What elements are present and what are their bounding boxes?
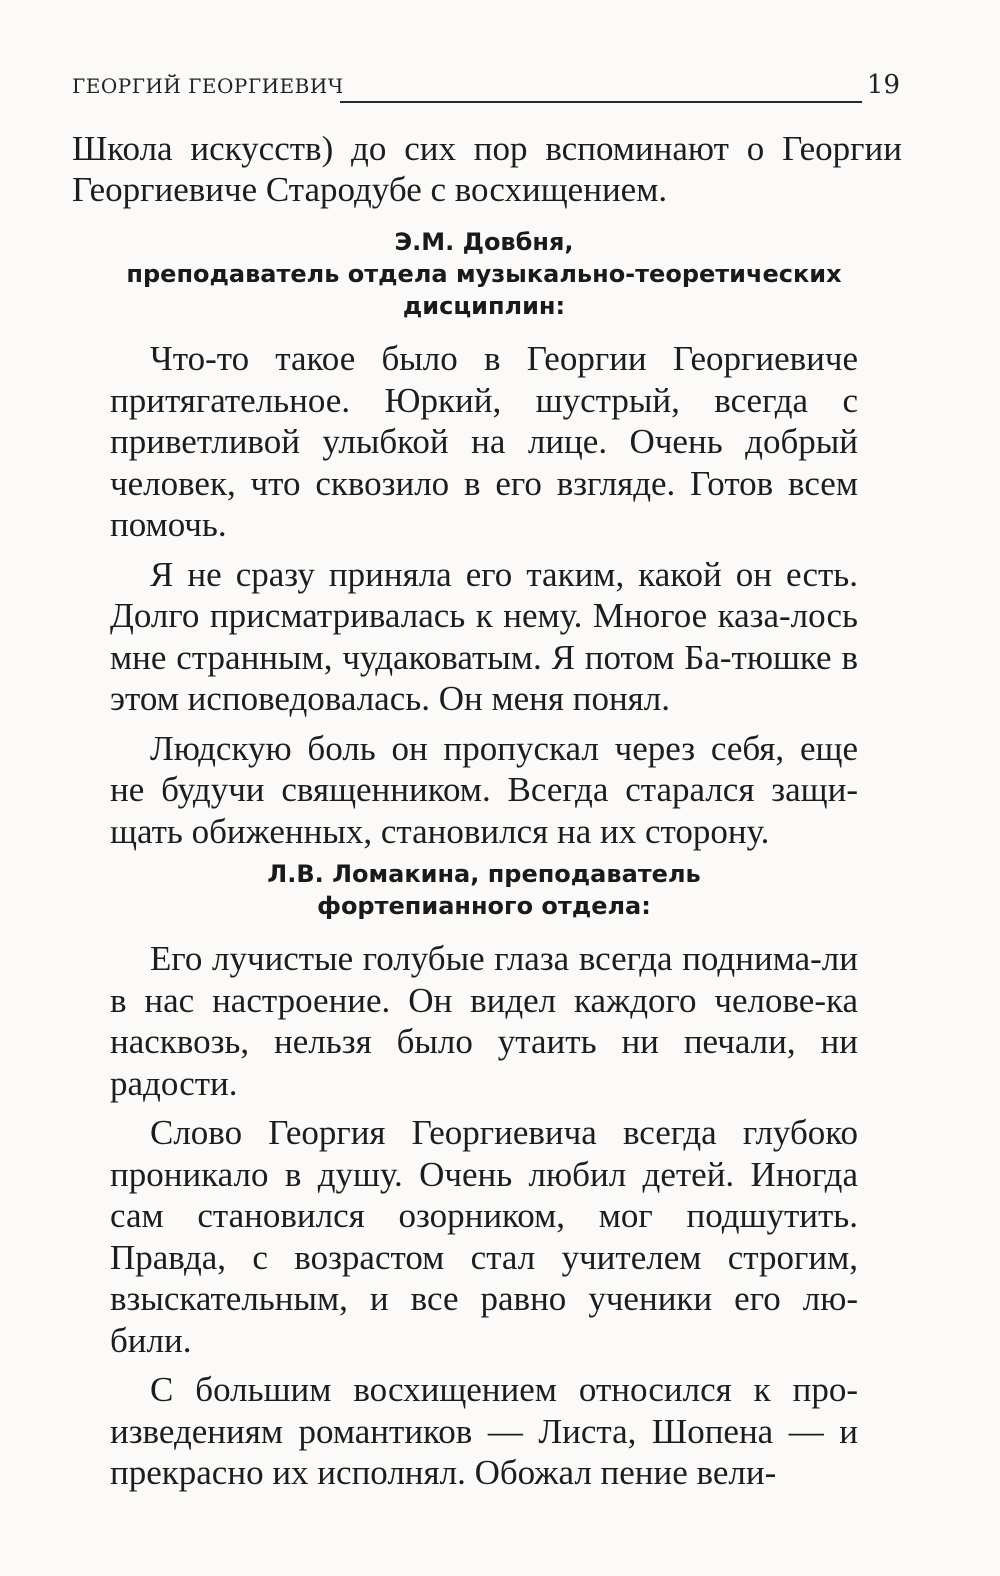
page-number: 19 <box>866 70 900 100</box>
attribution-line-1: Л.В. Ломакина, преподаватель <box>267 860 701 888</box>
intro-paragraph <box>72 128 902 210</box>
quote-paragraph: С большим восхищением относился к про-изведениям романтиков — Листа, Шопена — и прекрасно их исполнял. Обожал пение вели- <box>110 1370 858 1492</box>
attribution-name: Э.М. Довбня, <box>394 228 574 256</box>
quote-dovbnya <box>110 338 858 860</box>
header-rule <box>340 101 862 103</box>
attribution-lomakina <box>110 858 858 922</box>
running-title: ГЕОРГИЙ ГЕОРГИЕВИЧ <box>72 74 344 98</box>
attribution-role-line-2: дисциплин: <box>402 292 566 320</box>
quote-paragraph: Я не сразу приняла его таким, какой он есть. Долго присматривалась к нему. Многое каза-лось мне странным, чудаковатым. Я потом Ба-тюшке в этом исповедовалась. Он меня понял. <box>110 554 858 718</box>
attribution-line-2: фортепианного отдела: <box>317 892 651 920</box>
quote-paragraph: Его лучистые голубые глаза всегда поднима-ли в нас настроение. Он видел каждого челове-ка насквозь, нельзя было утаить ни печали, ни радости. <box>110 939 858 1103</box>
attribution-dovbnya <box>110 226 858 322</box>
quote-paragraph: Людскую боль он пропускал через себя, еще не будучи священником. Всегда старался защи-щать обиженных, становился на их сторону. <box>110 728 858 851</box>
quote-paragraph: Что-то такое было в Георгии Георгиевиче притягательное. Юркий, шустрый, всегда с приветливой улыбкой на лице. Очень добрый человек, что сквозило в его взгляде. Готов всем помочь. <box>110 339 858 544</box>
quote-lomakina <box>110 938 858 1502</box>
intro-text: Школа искусств) до сих пор вспоминают о Георгии Георгиевиче Стародубе с восхищением. <box>72 129 902 209</box>
attribution-role-line-1: преподаватель отдела музыкально-теоретических <box>126 260 842 288</box>
running-head <box>72 70 900 104</box>
quote-paragraph: Слово Георгия Георгиевича всегда глубоко проникало в душу. Очень любил детей. Иногда сам становился озорником, мог подшутить. Правда, с возрастом стал учителем строгим, взыскательным, и все равно ученики его лю-били. <box>110 1113 858 1360</box>
